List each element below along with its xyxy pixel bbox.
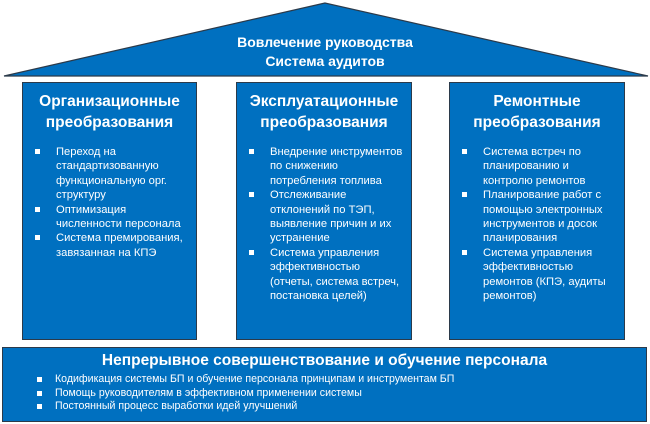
foundation-list	[3, 373, 646, 414]
list-item: Система управления эффективностью (отчеты, система встреч, постановка целей)	[247, 246, 405, 304]
pillar-operational	[236, 82, 412, 340]
list-item: Система управления эффективностью ремонтов (КПЭ, аудиты ремонтов)	[460, 246, 618, 304]
roof-label	[0, 33, 650, 71]
square-bullet-icon	[35, 149, 40, 154]
pillar-list	[237, 145, 411, 303]
pillar-repair	[449, 82, 625, 340]
list-item: Переход на стандартизованную функциональную орг. структуру	[33, 145, 190, 203]
list-item: Система премирования, завязанная на КПЭ	[33, 231, 190, 260]
list-item: Планирование работ с помощью электронных инструментов и досок планирования	[460, 188, 618, 246]
list-item: Система встреч по планированию и контролю ремонтов	[460, 145, 618, 188]
pillar-list	[23, 145, 196, 260]
roof-line-audit: Система аудитов	[265, 53, 385, 69]
square-bullet-icon	[249, 149, 254, 154]
list-item: Постоянный процесс выработки идей улучшений	[35, 400, 646, 414]
roof-line-management: Вовлечение руководства	[237, 34, 413, 50]
square-bullet-icon	[35, 207, 40, 212]
square-bullet-icon	[462, 149, 467, 154]
foundation-title: Непрерывное совершенствование и обучение персонала	[101, 352, 548, 369]
square-bullet-icon	[35, 235, 40, 240]
foundation-continuous-improvement	[2, 347, 647, 422]
square-bullet-icon	[462, 192, 467, 197]
pillar-organizational	[22, 82, 197, 340]
list-item: Отслеживание отклонений по ТЭП, выявление причин и их устранение	[247, 188, 405, 246]
square-bullet-icon	[249, 250, 254, 255]
list-item: Помощь руководителям в эффективном применении системы	[35, 387, 646, 401]
list-item: Оптимизация численности персонала	[33, 203, 190, 232]
list-item: Кодификация системы БП и обучение персонала принципам и инструментам БП	[35, 373, 646, 387]
pillar-title: Ремонтные преобразования	[473, 93, 601, 131]
pillar-title: Организационные преобразования	[39, 93, 180, 131]
square-bullet-icon	[462, 250, 467, 255]
square-bullet-icon	[37, 391, 42, 396]
pillar-list	[450, 145, 624, 303]
square-bullet-icon	[37, 377, 42, 382]
square-bullet-icon	[37, 404, 42, 409]
pillar-title: Эксплуатационные преобразования	[249, 93, 399, 131]
square-bullet-icon	[249, 192, 254, 197]
list-item: Внедрение инструментов по снижению потребления топлива	[247, 145, 405, 188]
